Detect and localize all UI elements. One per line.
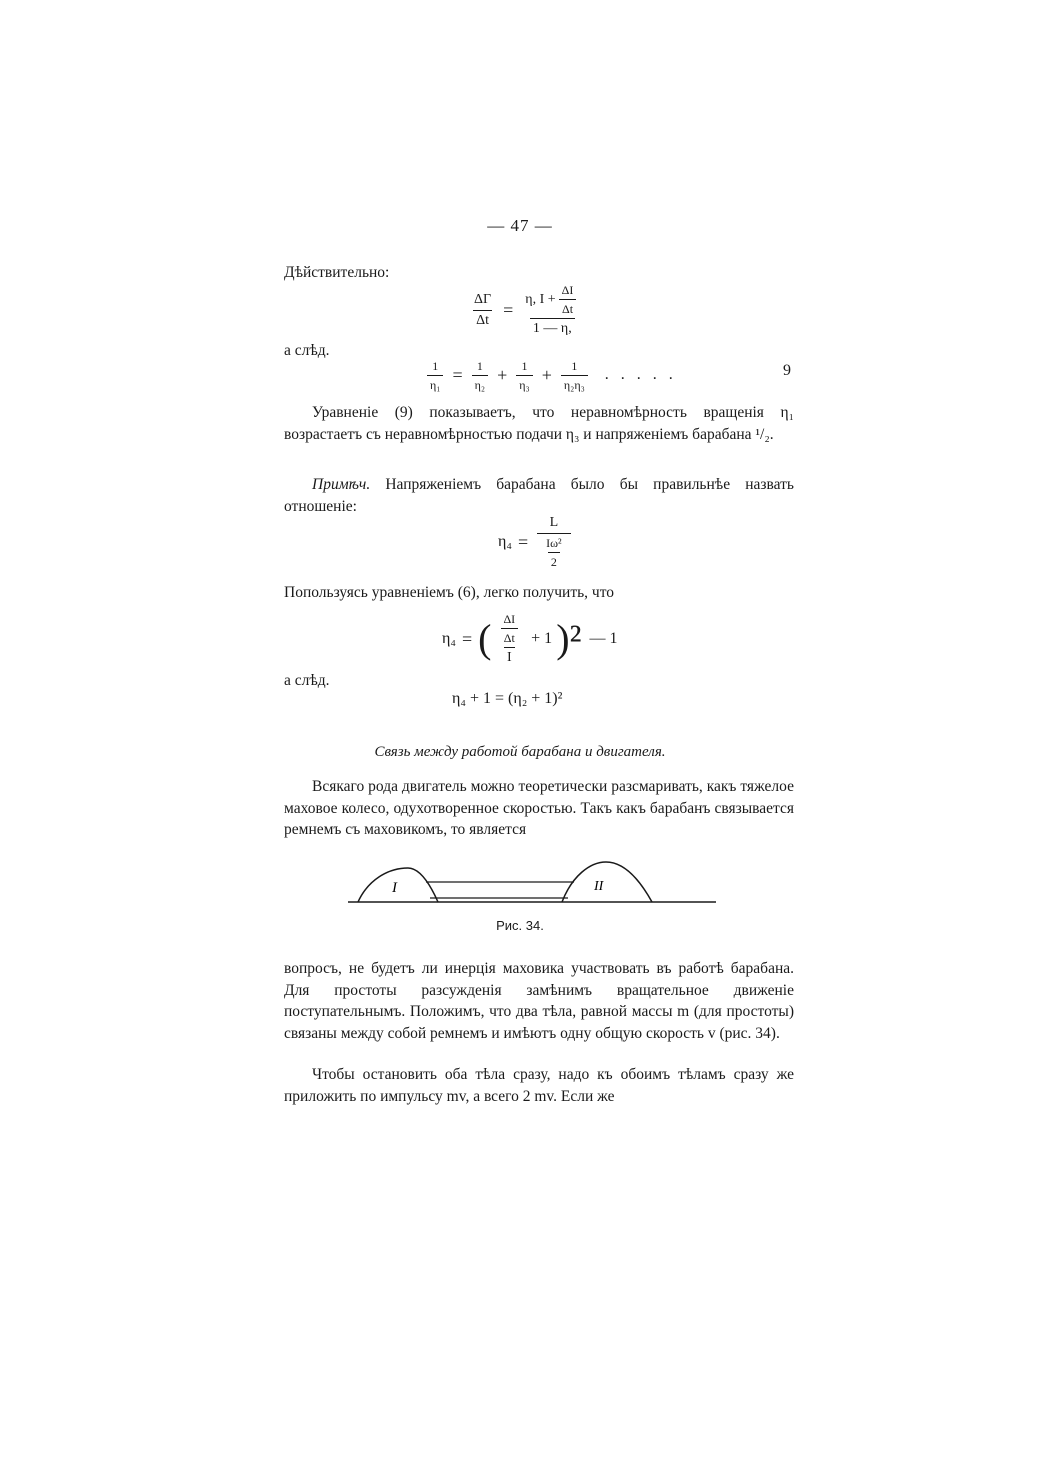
figure-34 [346,858,718,910]
a-sled-text-2: а слѣд. [284,672,330,689]
figure-caption: Рис. 34. [496,918,544,933]
eq1-lhs-fraction: $\frac{\Delta\Gamma}{\Delta t}$ [474,291,492,328]
paragraph-1: Уравненіе (9) показываетъ, что неравномѣрность вращенія η₁ возрастаетъ съ неравномѣрностью подачи η₃ и напряженіемъ барабана ¹/₂. [284,404,794,443]
paragraph-4: вопросъ, не будетъ ли инерція маховика участвовать въ работѣ барабана. Для простоты разсужденія замѣнимъ вращательное движеніе поступательнымъ. Положимъ, что два тѣла, равной массы m (для простоты) связаны между собой ремнемъ и имѣютъ одну общую скорость v (рис. 34). [284,960,794,1042]
figure-label-left: I [392,880,397,896]
page-number: — 47 — [487,216,553,235]
paragraph-3: Всякаго рода двигатель можно теоретически разсмаривать, какъ тяжелое маховое колесо, одухотворенное скоростью. Такъ какъ барабанъ связывается ремнемъ съ маховикомъ, то является [284,778,794,838]
body-left-shape [358,868,438,902]
equation-eta4-formula: η₄ = ( $\frac{\frac{\Delta I}{\Delta t}}{I}$ + 1 )² — 1 [442,612,618,665]
note-text: Напряженіемъ барабана было бы правильнѣе назвать отношеніе: [284,476,794,515]
figure-label-right: II [594,879,604,894]
intro-text: Дѣйствительно: [284,264,390,281]
a-sled-text-1: а слѣд. [284,342,330,359]
body-right-shape [562,862,652,902]
equation-number-9: 9 [783,362,791,379]
eq1-rhs-fraction: η, I + $\frac{\Delta I}{\Delta t}$ 1 — η, [522,283,582,337]
section-title: Связь между работой барабана и двигателя. [374,744,666,760]
equation-eta4-definition: η₄ = $\frac{L}{\frac{\text{Iω²}}{2}}$ [498,512,574,572]
equation-final: η₄ + 1 = (η₂ + 1)² [452,690,563,707]
note-paragraph [284,474,794,517]
paragraph-5: Чтобы остановить оба тѣла сразу, надо къ обоимъ тѣламъ сразу же приложить по импульсу mv, а всего 2 mv. Если же [284,1066,794,1105]
note-label: Примѣч. [312,476,371,493]
paragraph-2: Попользуясь уравненіемъ (6), легко получить, что [284,584,615,601]
equation-1: $\frac{\Delta\Gamma}{\Delta t}$ = η, I + $\frac{\Delta I}{\Delta t}$ 1 — η, [468,282,585,338]
equation-9: $\frac{1}{\text{η₁}}$ = $\frac{1}{\text{η₂}}$ + $\frac{1}{\text{η₃}}$ + $\frac{1}{\text{η₂η₃}}$ ..... [424,354,685,396]
